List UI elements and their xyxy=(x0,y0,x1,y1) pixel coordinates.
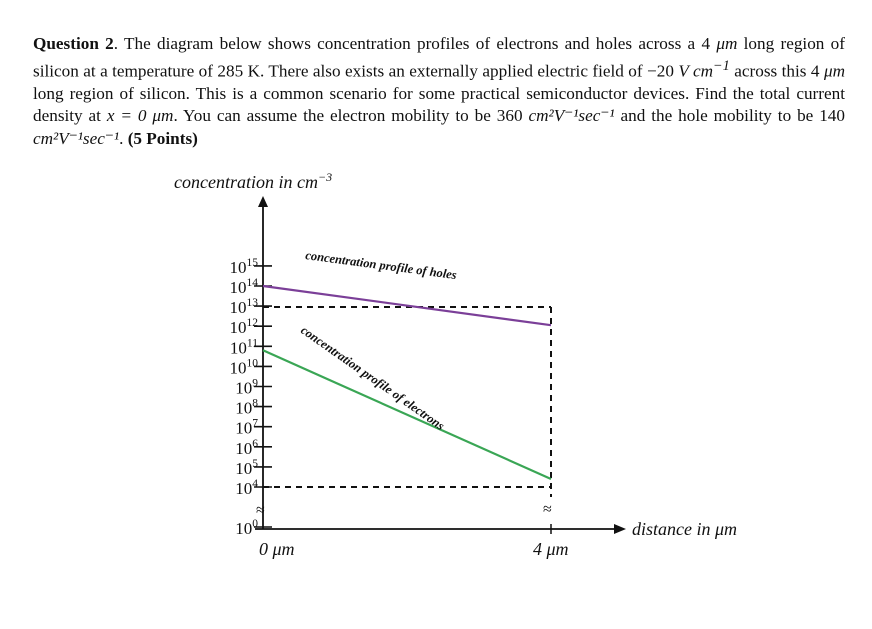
x-tick-label-4: 4 μm xyxy=(533,539,569,559)
y-tick-label-4: $10^4$ xyxy=(235,478,258,498)
vertical-break-symbol: ≈ xyxy=(543,501,552,518)
y-ticks xyxy=(230,257,273,538)
y-tick-label-6: $10^6$ xyxy=(235,437,258,458)
y-tick-label-5: $10^5$ xyxy=(235,457,258,478)
y-tick-label-13: $10^{13}$ xyxy=(229,297,258,318)
x-tick-label-0: 0 μm xyxy=(259,539,295,559)
electrons-profile-line xyxy=(263,350,551,479)
y-axis-break-symbol: ≈ xyxy=(256,502,265,519)
question-text: Question 2. The diagram below shows concentration profiles of electrons and holes across a 4 μm long region of silicon at a temperature of 285 K. There also exists an externally applied electric field of −20 V $cm^{-1}$ across this 4 μm long region of silicon. This is a common scenario for some practical semiconductor devices. Find the total current density at x = 0 μm. You can assume the electron mobility to be 360 cm²V⁻¹sec⁻¹ and the hole mobility to be 140 cm²V⁻¹sec⁻¹. (5 Points) xyxy=(33,34,845,148)
y-tick-label-11: $10^{11}$ xyxy=(229,337,258,358)
question-heading: Question 2 xyxy=(33,34,114,53)
y-tick-label-8: $10^8$ xyxy=(235,397,258,418)
y-axis-arrow xyxy=(258,196,268,207)
x-axis-title: distance in μm xyxy=(632,519,738,539)
x-axis-arrow xyxy=(614,524,626,534)
y-tick-label-15: $10^{15}$ xyxy=(229,256,258,277)
y-tick-label-7: $10^7$ xyxy=(235,417,258,438)
y-tick-label-0: $10^0$ xyxy=(235,518,258,538)
y-tick-label-9: $10^9$ xyxy=(235,377,258,398)
y-tick-label-12: $10^{12}$ xyxy=(229,317,258,338)
y-tick-label-14: $10^{14}$ xyxy=(229,277,258,297)
holes-profile-line xyxy=(263,286,551,325)
y-tick-label-10: $10^{10}$ xyxy=(229,357,258,378)
y-axis-title: concentration in $cm^{-3}$ xyxy=(174,170,333,192)
holes-profile-label: concentration profile of holes xyxy=(304,248,458,283)
electrons-profile-label: concentration profile of electrons xyxy=(298,322,448,434)
points-label: (5 Points) xyxy=(127,128,198,148)
